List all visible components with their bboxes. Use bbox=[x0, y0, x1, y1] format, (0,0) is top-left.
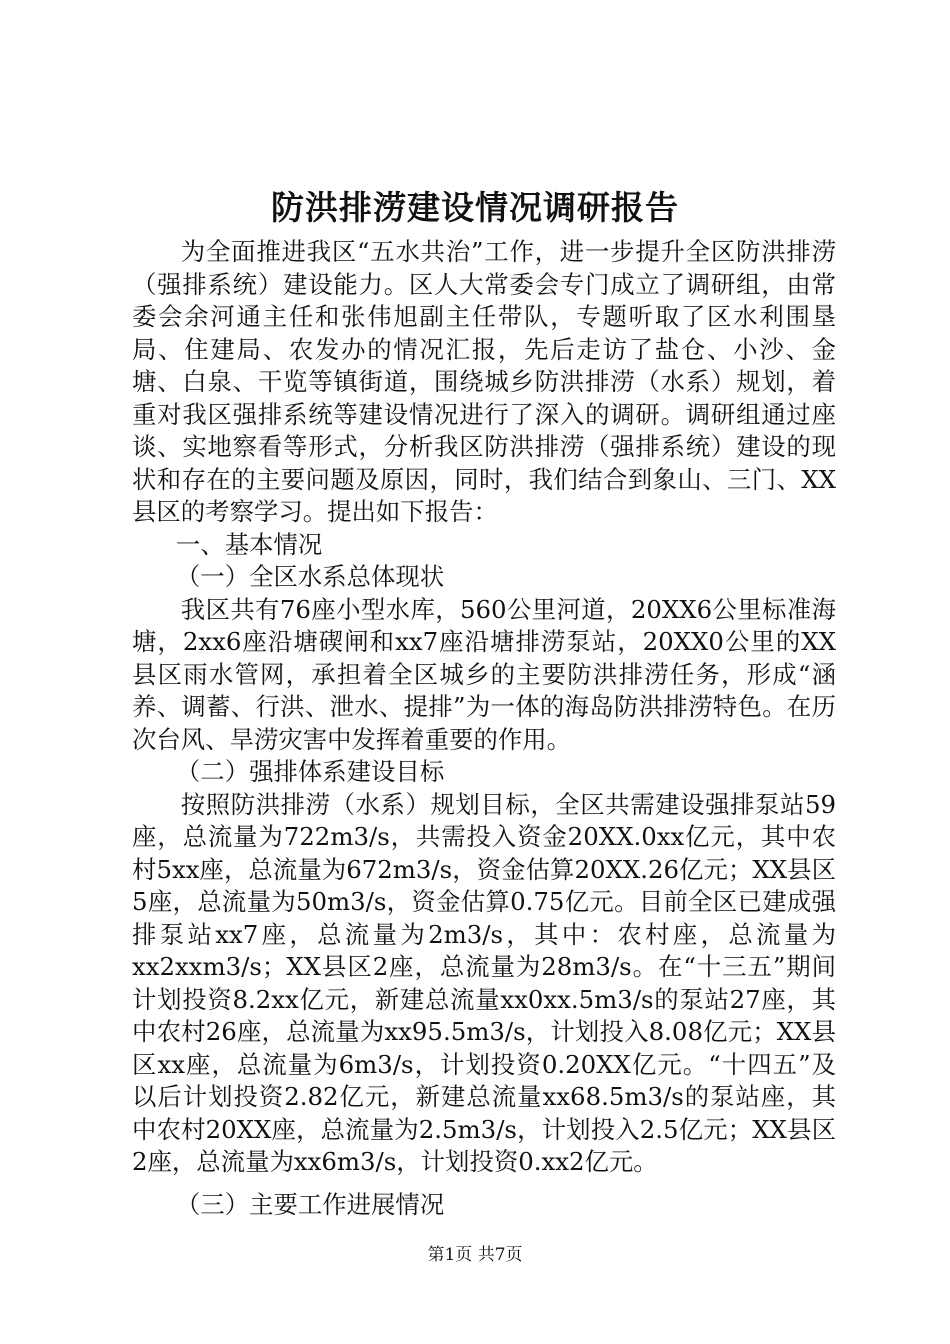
document-title: 防洪排涝建设情况调研报告 bbox=[271, 188, 679, 227]
drainage-goals-paragraph: 按照防洪排涝（水系）规划目标，全区共需建设强排泵站59座，总流量为722m3/s，共需投入资金20XX.0xx亿元，其中农村5xx座，总流量为672m3/s，资金估算20XX.26亿元；XX县区5座，总流量为50m3/s，资金估算0.75亿元。目前全区已建成强排泵站xx7座，总流量为2m3/s，其中：农村座，总流量为xx2xxm3/s；XX县区2座，总流量为28m3/s。在“十三五”期间计划投资8.2xx亿元，新建总流量xx0xx.5m3/s的泵站27座，其中农村26座，总流量为xx95.5m3/s，计划投入8.08亿元；XX县区xx座，总流量为6m3/s，计划投资0.20XX亿元。“十四五”及以后计划投资2.82亿元，新建总流量xx68.5m3/s的泵站座，其中农村20XX座，总流量为2.5m3/s，计划投入2.5亿元；XX县区2座，总流量为xx6m3/s，计划投资0.xx2亿元。 bbox=[132, 789, 836, 1176]
document-body bbox=[132, 236, 836, 1221]
subsection-heading-drainage-goals: （二）强排体系建设目标 bbox=[175, 757, 445, 786]
water-system-paragraph: 我区共有76座小型水库，560公里河道，20XX6公里标准海塘，2xx6座沿塘碶闸和xx7座沿塘排涝泵站，20XX0公里的XX县区雨水管网，承担着全区城乡的主要防洪排涝任务，形成“涵养、调蓄、行洪、泄水、提排”为一体的海岛防洪排涝特色。在历次台风、旱涝灾害中发挥着重要的作用。 bbox=[132, 594, 836, 754]
section-heading-basic-situation: 一、基本情况 bbox=[175, 529, 323, 559]
intro-paragraph: 为全面推进我区“五水共治”工作，进一步提升全区防洪排涝（强排系统）建设能力。区人大常委会专门成立了调研组，由常委会余河通主任和张伟旭副主任带队，专题听取了区水利围垦局、住建局、农发办的情况汇报，先后走访了盐仓、小沙、金塘、白泉、干览等镇街道，围绕城乡防洪排涝（水系）规划，着重对我区强排系统等建设情况进行了深入的调研。调研组通过座谈、实地察看等形式，分析我区防洪排涝（强排系统）建设的现状和存在的主要问题及原因，同时，我们结合到象山、三门、XX县区的考察学习。提出如下报告： bbox=[132, 237, 836, 526]
page-number-footer: 第1页 共7页 bbox=[427, 1245, 523, 1265]
subsection-heading-water-system: （一）全区水系总体现状 bbox=[175, 562, 445, 591]
subsection-heading-work-progress: （三）主要工作进展情况 bbox=[175, 1189, 445, 1219]
